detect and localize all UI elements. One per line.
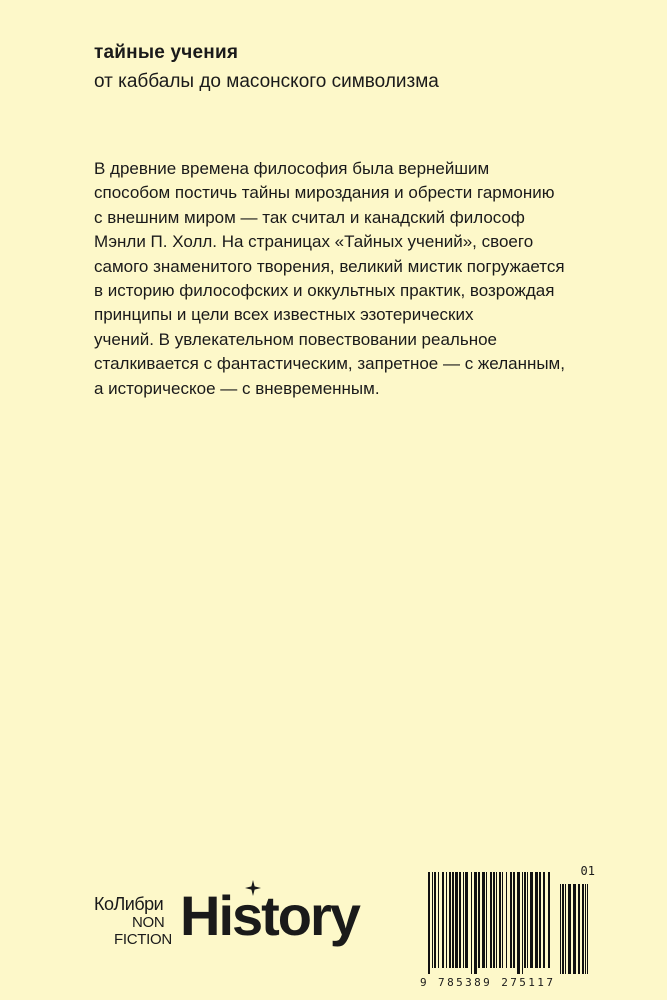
series-name: History [180,884,359,947]
barcode-addon-bar [585,884,586,974]
cover-subtitle: от каббалы до масонского символизма [94,71,439,92]
series-label [114,914,172,948]
barcode-bar [539,872,541,968]
barcode-bar [449,872,451,968]
publisher-logo [94,880,364,952]
barcode-bar [486,872,487,968]
barcode-bar [474,872,477,974]
barcode-bar [471,872,472,974]
blurb-line: самого знаменитого творения, великий мистик погружается [94,256,565,276]
barcode-bar [502,872,503,968]
barcode-bar [478,872,480,968]
barcode-bar [434,872,436,968]
barcode-bar [455,872,458,968]
blurb-text [94,157,614,401]
barcode-bar [506,872,507,968]
barcode-bar [428,872,430,974]
cover-title: тайные учения [94,42,239,63]
barcode-bar [527,872,528,968]
barcode-bar [524,872,526,968]
blurb-line: принципы и цели всех известных эзотерических [94,305,474,325]
barcode-bars [426,872,591,974]
barcode-bar [510,872,512,968]
barcode-bar [522,872,523,974]
barcode-bar [496,872,497,968]
barcode-addon-bar [587,884,588,974]
barcode-addon-bar [578,884,580,974]
blurb-line: Мэнли П. Холл. На страницах «Тайных учений», своего [94,232,534,252]
barcode-bar [543,872,545,968]
blurb-line: способом постичь тайны мироздания и обрести гармонию [94,183,555,203]
blurb-line: а историческое — с вневременным. [94,378,380,398]
barcode-bar [517,872,520,974]
isbn-digits: 9 785389 275117 [420,976,556,989]
barcode [420,864,595,989]
barcode-bar [446,872,447,968]
barcode-bar [493,872,495,968]
blurb-line: в историю философских и оккультных практик, возрождая [94,281,555,301]
series-label-line2: FICTION [114,931,172,948]
barcode-bar [499,872,501,968]
barcode-addon-bar [565,884,566,974]
barcode-bar [548,872,550,968]
barcode-bar [535,872,538,968]
barcode-addon-bar [562,884,564,974]
barcode-addon-bar [582,884,584,974]
barcode-bar [442,872,444,968]
barcode-bar [513,872,515,968]
barcode-bar [452,872,454,968]
barcode-bar [482,872,485,968]
barcode-bar [432,872,433,968]
blurb-line: сталкивается с фантастическим, запретное — с желанным, [94,354,565,374]
barcode-bar [465,872,468,968]
barcode-bar [490,872,492,968]
barcode-bar [438,872,439,968]
barcode-addon-bar [568,884,571,974]
blurb-line: В древние времена философия была вернейшим [94,159,490,178]
series-label-line1: NON [132,914,165,931]
barcode-addon: 01 [580,864,595,878]
blurb-line: учений. В увлекательном повествовании реальное [94,329,497,349]
barcode-bar [530,872,533,968]
blurb-line: с внешним миром — так считал и канадский философ [94,207,525,227]
barcode-bar [463,872,464,968]
barcode-addon-bar [560,884,561,974]
publisher-brand: КоЛибри [94,894,164,914]
barcode-addon-bar [573,884,576,974]
barcode-bar [459,872,461,968]
